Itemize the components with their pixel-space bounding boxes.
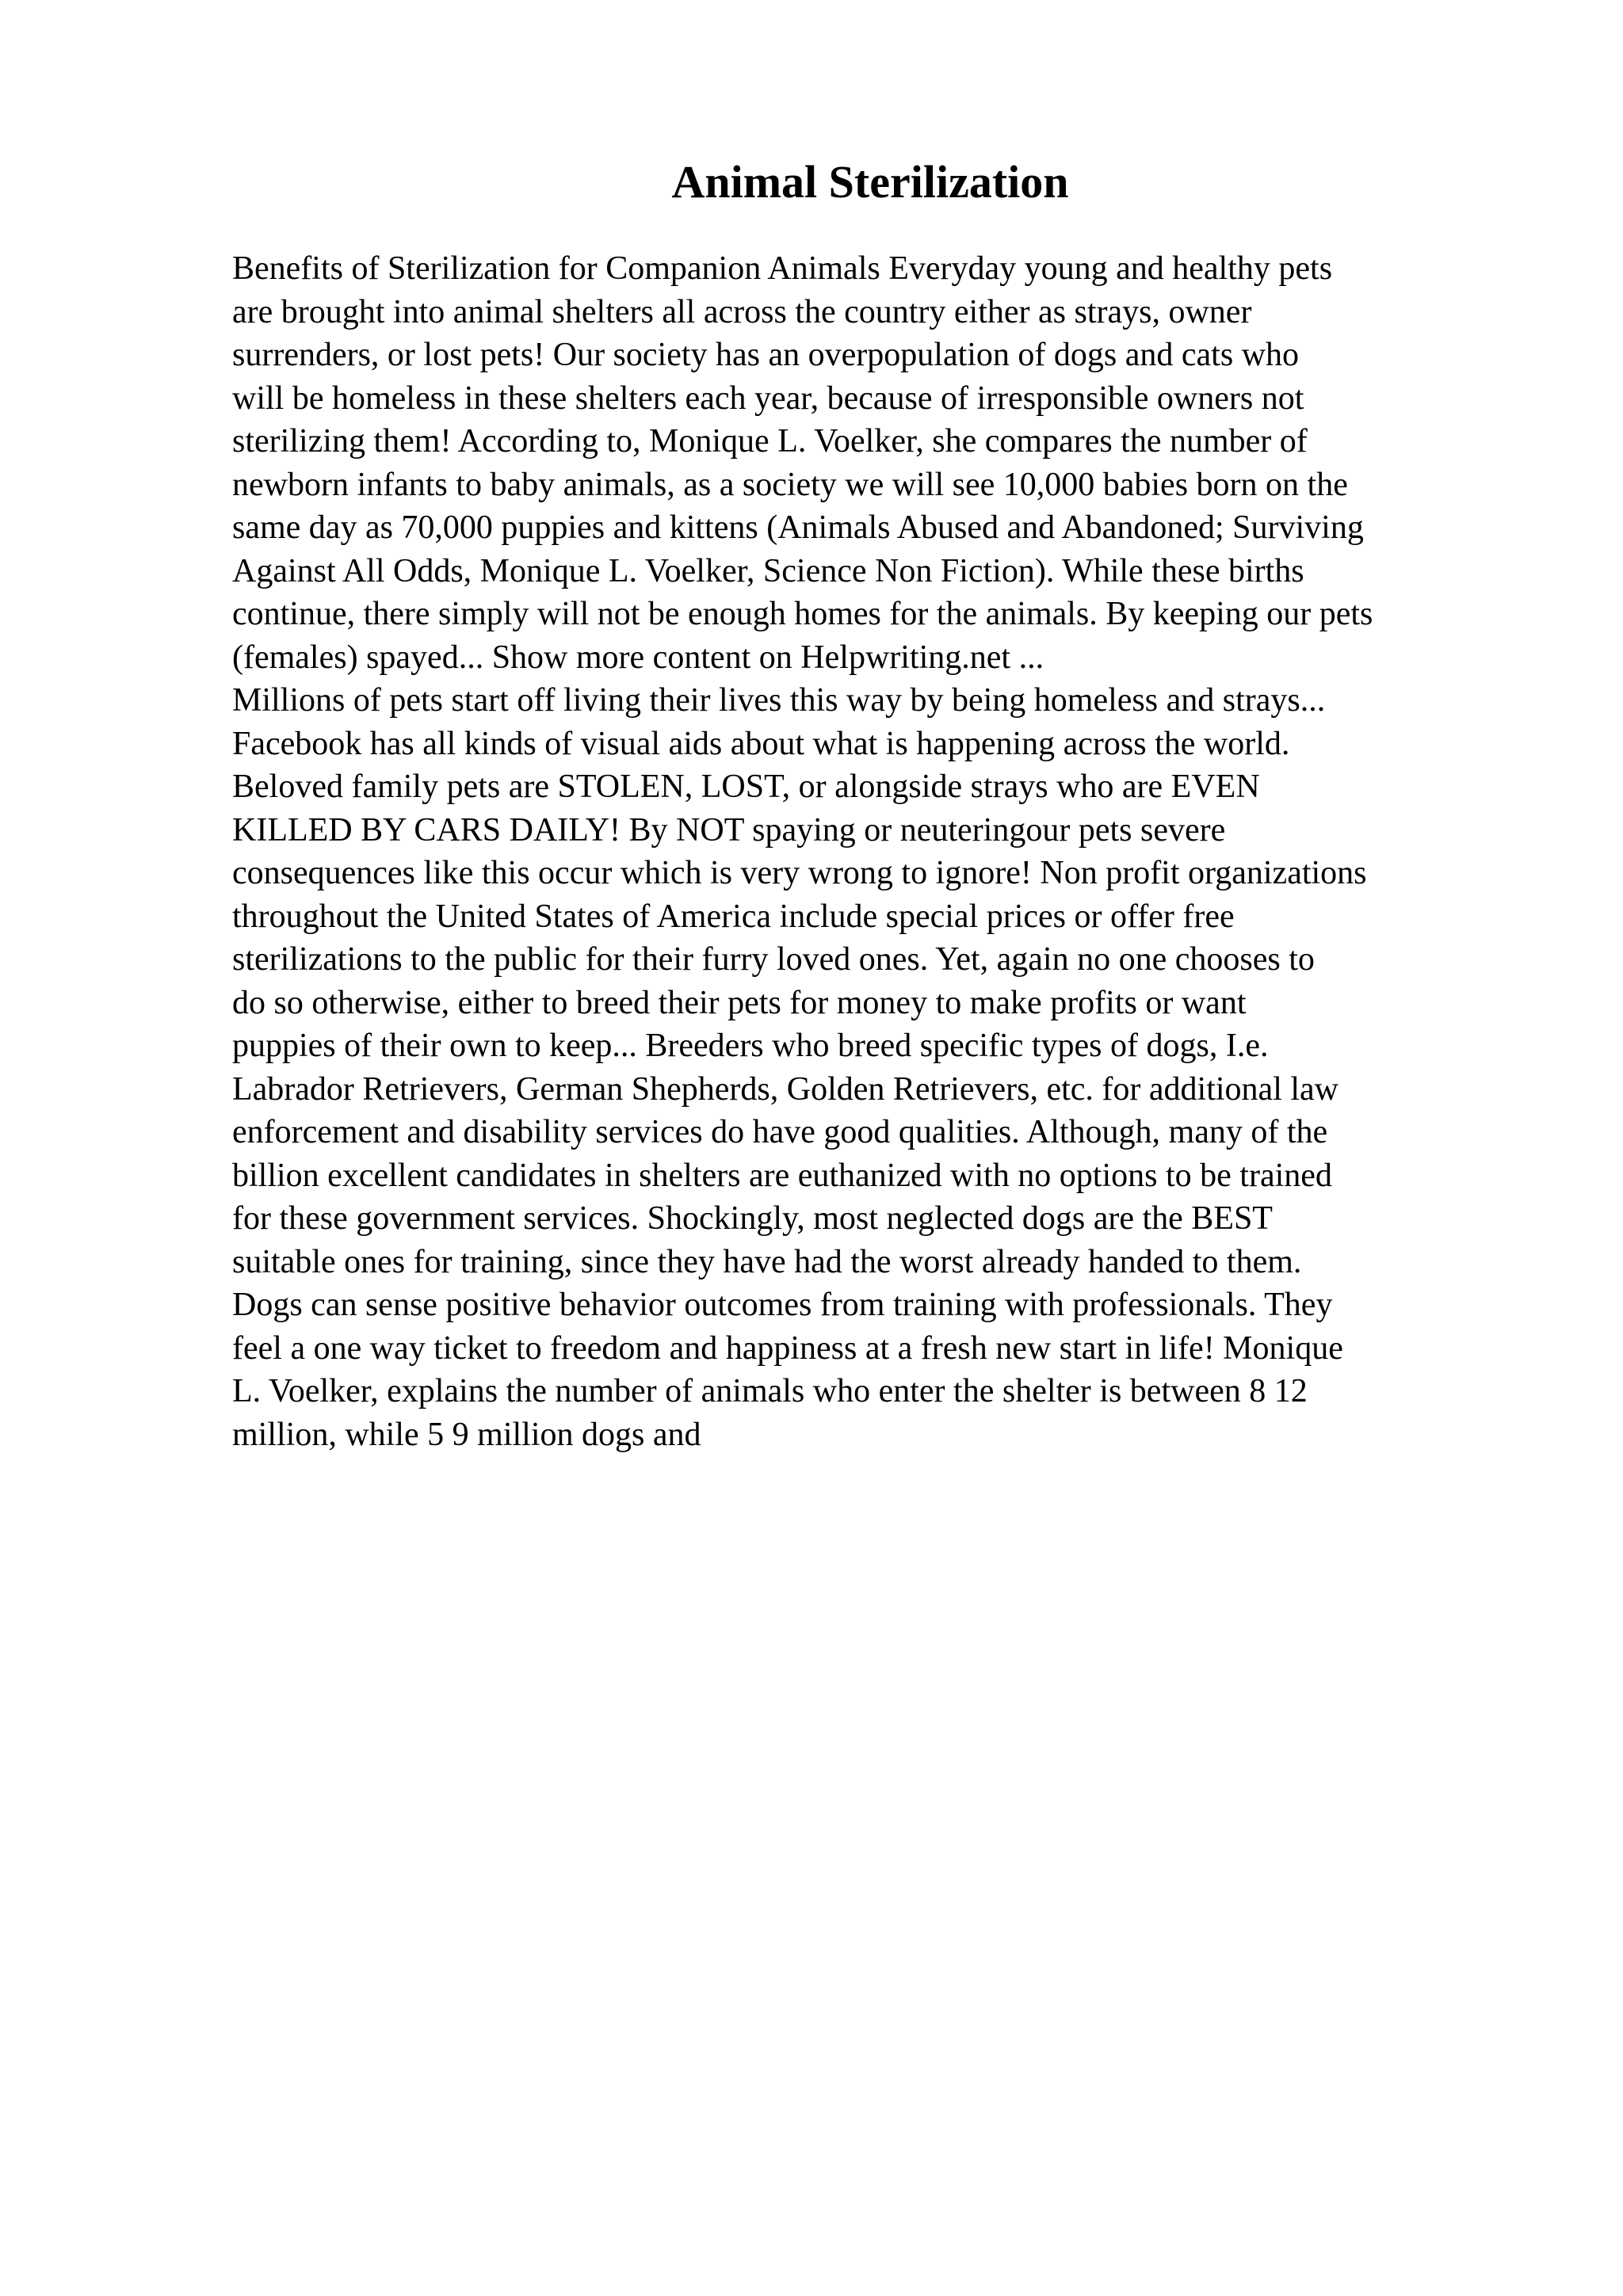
text-line: consequences like this occur which is very wrong to ignore! Non profit organizations — [232, 855, 1367, 891]
document-body — [232, 247, 1532, 1456]
text-line: Labrador Retrievers, German Shepherds, Golden Retrievers, etc. for additional law — [232, 1070, 1339, 1108]
text-line: for these government services. Shockingly, most neglected dogs are the BEST — [232, 1200, 1273, 1237]
document-title: Animal Sterilization — [671, 156, 1069, 208]
text-line: Millions of pets start off living their lives this way by being homeless and strays... — [232, 682, 1326, 719]
text-line: will be homeless in these shelters each year, because of irresponsible owners not — [232, 379, 1304, 417]
text-line: suitable ones for training, since they have had the worst already handed to them. — [232, 1243, 1302, 1280]
text-line: billion excellent candidates in shelters are euthanized with no options to be trained — [232, 1157, 1332, 1194]
text-line: surrenders, or lost pets! Our society has an overpopulation of dogs and cats who — [232, 337, 1300, 373]
text-line: newborn infants to baby animals, as a society we will see 10,000 babies born on the — [232, 466, 1348, 503]
text-line: throughout the United States of America include special prices or offer free — [232, 898, 1235, 935]
text-line: sterilizations to the public for their furry loved ones. Yet, again no one chooses to — [232, 941, 1315, 978]
text-line: L. Voelker, explains the number of animals who enter the shelter is between 8 12 — [232, 1373, 1308, 1409]
text-line: Benefits of Sterilization for Companion Animals Everyday young and healthy pets — [232, 250, 1333, 287]
text-line: same day as 70,000 puppies and kittens (Animals Abused and Abandoned; Surviving — [232, 509, 1364, 546]
text-line: (females) spayed... Show more content on Helpwriting.net ... — [232, 639, 1044, 676]
text-line: are brought into animal shelters all across the country either as strays, owner — [232, 293, 1252, 330]
text-line: puppies of their own to keep... Breeders who breed specific types of dogs, I.e. — [232, 1028, 1269, 1064]
text-line: Facebook has all kinds of visual aids about what is happening across the world. — [232, 725, 1290, 762]
text-line: million, while 5 9 million dogs and — [232, 1416, 701, 1453]
text-line: Beloved family pets are STOLEN, LOST, or alongside strays who are EVEN — [232, 769, 1260, 805]
text-line: sterilizing them! According to, Monique L. Voelker, she compares the number of — [232, 423, 1308, 460]
text-line: feel a one way ticket to freedom and happiness at a fresh new start in life! Monique — [232, 1329, 1343, 1367]
text-line: Dogs can sense positive behavior outcomes from training with professionals. They — [232, 1287, 1333, 1323]
text-line: enforcement and disability services do have good qualities. Although, many of the — [232, 1114, 1328, 1150]
text-line: Against All Odds, Monique L. Voelker, Science Non Fiction). While these births — [232, 552, 1304, 589]
text-line: KILLED BY CARS DAILY! By NOT spaying or neuteringour pets severe — [232, 811, 1226, 849]
text-line: continue, there simply will not be enough homes for the animals. By keeping our pets — [232, 596, 1373, 632]
text-line: do so otherwise, either to breed their pets for money to make profits or want — [232, 984, 1247, 1021]
